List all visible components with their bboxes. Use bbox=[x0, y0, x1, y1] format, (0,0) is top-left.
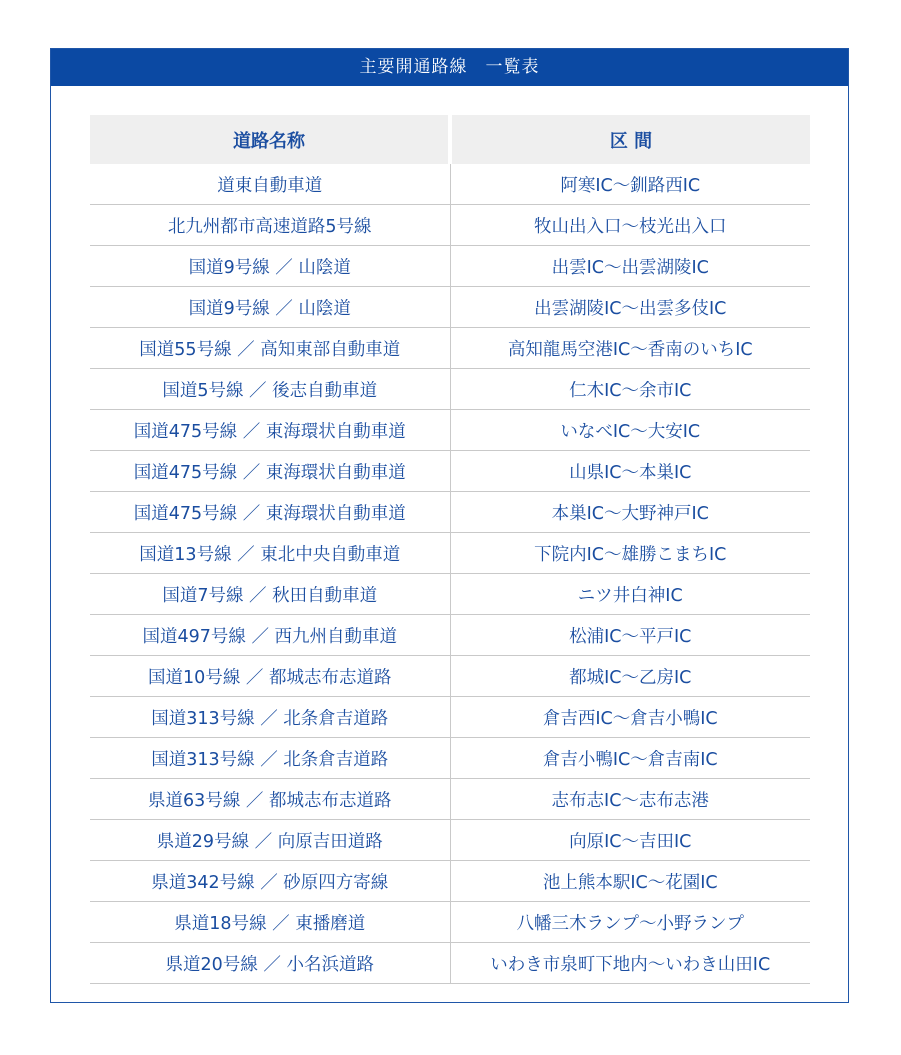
road-name-cell: 県道18号線 ／ 東播磨道 bbox=[90, 902, 450, 943]
table-row bbox=[90, 164, 810, 205]
road-name-cell: 国道475号線 ／ 東海環状自動車道 bbox=[90, 492, 450, 533]
section-cell: 出雲IC～出雲湖陵IC bbox=[450, 246, 810, 287]
route-list-panel bbox=[50, 48, 849, 1003]
section-cell: いなべIC～大安IC bbox=[450, 410, 810, 451]
road-name-cell: 国道9号線 ／ 山陰道 bbox=[90, 246, 450, 287]
section-cell: 池上熊本駅IC～花園IC bbox=[450, 861, 810, 902]
table-row bbox=[90, 656, 810, 697]
table-row bbox=[90, 820, 810, 861]
section-cell: 本巣IC～大野神戸IC bbox=[450, 492, 810, 533]
table-body bbox=[90, 164, 810, 984]
road-name-cell: 国道55号線 ／ 高知東部自動車道 bbox=[90, 328, 450, 369]
section-cell: ニツ井白神IC bbox=[450, 574, 810, 615]
road-name-cell: 国道497号線 ／ 西九州自動車道 bbox=[90, 615, 450, 656]
road-name-cell: 国道475号線 ／ 東海環状自動車道 bbox=[90, 410, 450, 451]
road-name-cell: 県道29号線 ／ 向原吉田道路 bbox=[90, 820, 450, 861]
road-name-cell: 国道7号線 ／ 秋田自動車道 bbox=[90, 574, 450, 615]
road-name-cell: 北九州都市高速道路5号線 bbox=[90, 205, 450, 246]
table-row bbox=[90, 902, 810, 943]
table-row bbox=[90, 410, 810, 451]
table-row bbox=[90, 943, 810, 984]
table-row bbox=[90, 328, 810, 369]
table-row bbox=[90, 861, 810, 902]
section-cell: 松浦IC～平戸IC bbox=[450, 615, 810, 656]
road-name-cell: 国道475号線 ／ 東海環状自動車道 bbox=[90, 451, 450, 492]
section-cell: 山県IC～本巣IC bbox=[450, 451, 810, 492]
table-row bbox=[90, 779, 810, 820]
section-cell: 出雲湖陵IC～出雲多伎IC bbox=[450, 287, 810, 328]
table-row bbox=[90, 492, 810, 533]
road-name-cell: 県道20号線 ／ 小名浜道路 bbox=[90, 943, 450, 984]
table-row bbox=[90, 287, 810, 328]
section-cell: いわき市泉町下地内～いわき山田IC bbox=[450, 943, 810, 984]
road-name-cell: 国道9号線 ／ 山陰道 bbox=[90, 287, 450, 328]
table-row bbox=[90, 533, 810, 574]
road-name-cell: 道東自動車道 bbox=[90, 164, 450, 205]
road-name-cell: 県道342号線 ／ 砂原四方寄線 bbox=[90, 861, 450, 902]
header-section: 区 間 bbox=[450, 115, 810, 164]
section-cell: 八幡三木ランプ～小野ランプ bbox=[450, 902, 810, 943]
section-cell: 倉吉小鴨IC～倉吉南IC bbox=[450, 738, 810, 779]
road-name-cell: 国道13号線 ／ 東北中央自動車道 bbox=[90, 533, 450, 574]
table-row bbox=[90, 451, 810, 492]
road-name-cell: 国道10号線 ／ 都城志布志道路 bbox=[90, 656, 450, 697]
section-cell: 高知龍馬空港IC～香南のいちIC bbox=[450, 328, 810, 369]
road-name-cell: 国道313号線 ／ 北条倉吉道路 bbox=[90, 697, 450, 738]
table-row bbox=[90, 246, 810, 287]
road-name-cell: 国道5号線 ／ 後志自動車道 bbox=[90, 369, 450, 410]
section-cell: 倉吉西IC～倉吉小鴨IC bbox=[450, 697, 810, 738]
table-row bbox=[90, 574, 810, 615]
table-row bbox=[90, 615, 810, 656]
road-name-cell: 国道313号線 ／ 北条倉吉道路 bbox=[90, 738, 450, 779]
section-cell: 阿寒IC～釧路西IC bbox=[450, 164, 810, 205]
header-road-name: 道路名称 bbox=[90, 115, 450, 164]
section-cell: 向原IC～吉田IC bbox=[450, 820, 810, 861]
section-cell: 下院内IC～雄勝こまちIC bbox=[450, 533, 810, 574]
section-cell: 志布志IC～志布志港 bbox=[450, 779, 810, 820]
table-row bbox=[90, 205, 810, 246]
section-cell: 牧山出入口～枝光出入口 bbox=[450, 205, 810, 246]
panel-title: 主要開通路線 一覧表 bbox=[51, 49, 848, 86]
table-row bbox=[90, 369, 810, 410]
table-row bbox=[90, 697, 810, 738]
table-header-row bbox=[90, 115, 810, 164]
table-row bbox=[90, 738, 810, 779]
road-name-cell: 県道63号線 ／ 都城志布志道路 bbox=[90, 779, 450, 820]
section-cell: 都城IC～乙房IC bbox=[450, 656, 810, 697]
section-cell: 仁木IC～余市IC bbox=[450, 369, 810, 410]
route-table bbox=[90, 115, 810, 984]
